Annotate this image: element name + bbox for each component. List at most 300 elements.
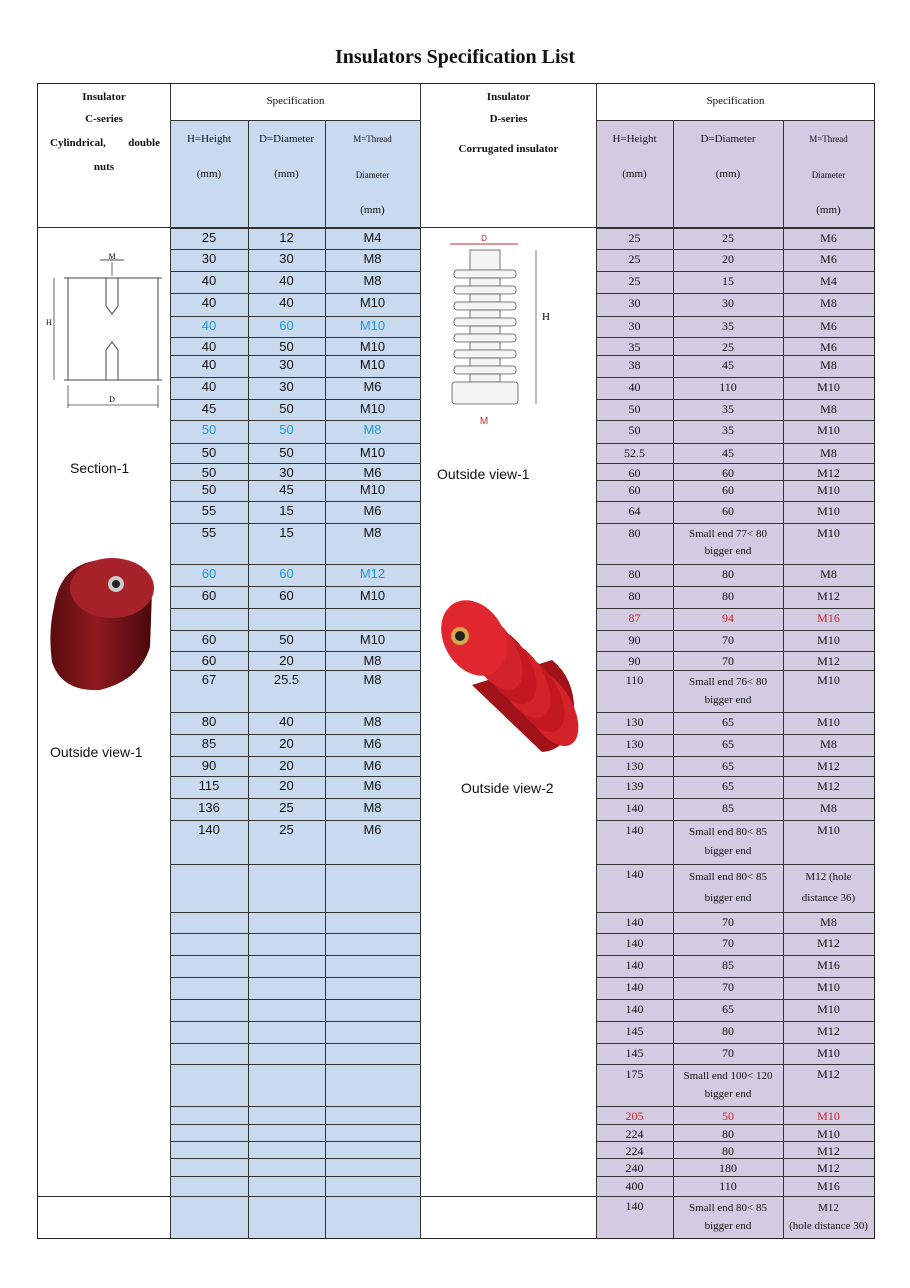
left-cell: 60 [201, 566, 217, 581]
right-cell: M10 [817, 673, 840, 687]
row-divider [170, 377, 420, 378]
left-cell: M6 [363, 465, 382, 480]
right-cell: 175 [625, 1067, 644, 1081]
right-cell: M12 [817, 779, 840, 793]
right-cell: 45 [722, 446, 734, 460]
right-cell: M6 [820, 252, 837, 266]
cylinder-insulator-image [40, 552, 160, 697]
right-cell: M10 [817, 980, 840, 994]
right-cell: 40 [628, 380, 641, 394]
row-divider [170, 271, 420, 272]
right-cell: 65 [722, 779, 734, 793]
right-cell: 70 [722, 1046, 734, 1060]
row-divider [596, 912, 874, 913]
left-cell: 45 [201, 401, 217, 416]
right-cell: 35 [722, 423, 734, 437]
right-cell [673, 867, 783, 909]
left-cell: 25.5 [273, 672, 300, 687]
right-cell: 30 [628, 319, 641, 333]
row-divider [170, 293, 420, 294]
right-cell: 35 [722, 319, 734, 333]
left-cell: 60 [201, 653, 217, 668]
right-cell: M10 [817, 380, 840, 394]
row-divider [596, 501, 874, 502]
left-cell: 60 [279, 318, 294, 333]
left-cell: 55 [201, 525, 217, 540]
right-cell: 80 [722, 1144, 734, 1158]
right-cell: 110 [719, 380, 737, 394]
right-cell: 94 [722, 611, 734, 625]
right-series-title: Insulator [486, 91, 531, 103]
cell-line: Small end 80< 85 [688, 1202, 767, 1214]
right-cell: 180 [719, 1161, 737, 1175]
right-cell [783, 1199, 874, 1235]
right-cell: 64 [628, 504, 641, 518]
row-divider [596, 651, 874, 652]
right-cell: 60 [722, 483, 734, 497]
left-cell: 45 [279, 482, 294, 497]
row-divider [170, 670, 420, 671]
right-cell: 50 [628, 423, 641, 437]
right-cell: M10 [817, 715, 840, 729]
left-cell: M10 [359, 482, 386, 497]
right-cell: 20 [722, 252, 734, 266]
right-cell: M10 [817, 1046, 840, 1060]
left-cell: 55 [201, 503, 217, 518]
right-cell: M8 [820, 567, 837, 581]
right-cell: 80 [722, 567, 734, 581]
row-divider [596, 734, 874, 735]
left-spec-header: Specification [266, 95, 325, 107]
right-cell: M6 [820, 319, 837, 333]
right-cell: 400 [625, 1179, 644, 1193]
right-cell: 38 [628, 358, 641, 372]
right-cell: 45 [722, 358, 734, 372]
cell-line: Small end 80< 85 [688, 826, 767, 838]
row-divider [170, 630, 420, 631]
row-divider [170, 977, 420, 978]
left-cell: 40 [201, 295, 217, 310]
left-series-name: C-series [85, 113, 123, 125]
left-cell: M8 [363, 525, 382, 540]
diagram-h-label: H [46, 318, 52, 327]
cell-line: M12 (hole [805, 871, 852, 883]
left-cell: 20 [279, 778, 294, 793]
right-outside2-caption: Outside view-2 [461, 780, 554, 796]
row-divider [596, 798, 874, 799]
right-cell: 145 [625, 1046, 644, 1060]
right-cell: 87 [628, 611, 641, 625]
row-divider [596, 608, 874, 609]
row-divider [170, 608, 420, 609]
left-cell: 115 [198, 778, 220, 793]
row-divider [596, 820, 874, 821]
left-cell: 15 [279, 525, 294, 540]
row-divider [170, 955, 420, 956]
left-cell: M10 [359, 339, 386, 354]
right-cell: M12 [817, 1144, 840, 1158]
right-cell: M12 [817, 466, 840, 480]
row-divider [596, 1021, 874, 1022]
right-cell: 140 [625, 958, 644, 972]
row-divider [596, 864, 874, 865]
left-cell: 25 [279, 800, 294, 815]
row-divider [170, 420, 420, 421]
right-cell: 80 [628, 526, 641, 540]
right-series-name: D-series [489, 113, 528, 125]
left-outside-caption: Outside view-1 [50, 744, 143, 760]
row-divider [596, 756, 874, 757]
left-cell: 30 [279, 251, 294, 266]
row-divider [596, 120, 874, 121]
right-col-thread-unit: (mm) [816, 204, 841, 216]
row-divider [170, 228, 420, 229]
right-cell: M10 [817, 1109, 840, 1123]
row-divider [596, 933, 874, 934]
left-cell: 30 [201, 251, 217, 266]
right-cell: 140 [625, 801, 644, 815]
left-cell: M6 [363, 503, 382, 518]
right-cell: 140 [625, 936, 644, 950]
left-cell: 40 [201, 357, 217, 372]
right-cell: M10 [817, 423, 840, 437]
right-cell: M8 [820, 737, 837, 751]
row-divider [596, 355, 874, 356]
left-cell: M10 [359, 588, 386, 603]
left-cell: 85 [201, 736, 217, 751]
right-cell: 50 [722, 1109, 734, 1123]
row-divider [596, 712, 874, 713]
row-divider [596, 249, 874, 250]
left-series-title: Insulator [82, 91, 126, 103]
left-series-desc-2: double [128, 137, 160, 149]
left-cell: M8 [363, 273, 382, 288]
left-cell: 60 [201, 588, 217, 603]
row-divider [596, 316, 874, 317]
row-divider [170, 712, 420, 713]
left-cell: M6 [363, 778, 382, 793]
row-divider [596, 523, 874, 524]
right-cell: M12 [817, 1067, 840, 1081]
row-divider [596, 480, 874, 481]
left-cell: 40 [201, 339, 217, 354]
left-cell: 40 [279, 273, 294, 288]
row-divider [170, 249, 420, 250]
left-cell: M10 [359, 318, 386, 333]
left-cell: 50 [279, 339, 294, 354]
left-cell: 40 [279, 714, 294, 729]
right-cell [673, 526, 783, 560]
right-cell [673, 823, 783, 861]
right-cell: M10 [817, 823, 840, 837]
right-cell: 145 [625, 1024, 644, 1038]
right-cell: 130 [625, 737, 644, 751]
cell-line: bigger end [704, 1220, 752, 1232]
cell-line: Small end 77< 80 [688, 528, 767, 540]
left-cell: M10 [359, 295, 386, 310]
cell-line: Small end 100< 120 [683, 1070, 773, 1082]
row-divider [170, 864, 420, 865]
row-divider [170, 776, 420, 777]
right-cell: 140 [625, 915, 644, 929]
left-cell: 25 [279, 822, 294, 837]
right-cell: 85 [722, 801, 734, 815]
right-cell: M8 [820, 358, 837, 372]
left-cell: 30 [279, 379, 294, 394]
right-outside1-caption: Outside view-1 [437, 466, 530, 482]
row-divider [596, 977, 874, 978]
left-cell: 50 [279, 401, 294, 416]
row-divider [170, 480, 420, 481]
row-divider [170, 1176, 420, 1177]
left-cell: 30 [279, 465, 294, 480]
right-cell: 52.5 [624, 446, 645, 460]
left-col-thread-2: Diameter [355, 170, 390, 180]
left-cell: M10 [359, 357, 386, 372]
cell-line: M12 [818, 1202, 839, 1214]
right-cell: M8 [820, 296, 837, 310]
right-cell: 35 [628, 340, 641, 354]
right-cell: 25 [628, 231, 641, 245]
right-cell: 139 [625, 779, 644, 793]
row-divider [170, 1158, 420, 1159]
left-col-thread-unit: (mm) [360, 204, 385, 216]
row-divider [596, 271, 874, 272]
right-cell: 70 [722, 936, 734, 950]
row-divider [170, 1064, 420, 1065]
right-cell [673, 1199, 783, 1235]
left-cell: M6 [363, 736, 382, 751]
section-caption: Section-1 [70, 460, 130, 476]
right-cell: 50 [628, 402, 641, 416]
row-divider [596, 630, 874, 631]
left-cell: 50 [201, 445, 217, 460]
section-diagram [40, 250, 165, 415]
row-divider [170, 1124, 420, 1125]
row-divider [596, 1158, 874, 1159]
row-divider [170, 586, 420, 587]
cell-line: bigger end [704, 694, 752, 706]
left-cell: M6 [363, 379, 382, 394]
svg-text:D: D [481, 234, 487, 243]
right-cell: 240 [625, 1161, 644, 1175]
row-divider [170, 734, 420, 735]
right-cell: 140 [625, 1199, 644, 1213]
row-divider [170, 355, 420, 356]
right-cell: 65 [722, 715, 734, 729]
right-cell: 60 [722, 466, 734, 480]
left-cell: 20 [279, 758, 294, 773]
right-cell: 130 [625, 759, 644, 773]
left-cell: 50 [279, 422, 294, 437]
diagram-d-label: D [109, 395, 115, 404]
row-divider [170, 651, 420, 652]
right-series-desc: Corrugated insulator [458, 143, 559, 155]
cell-line: distance 36) [801, 892, 856, 904]
row-divider [170, 316, 420, 317]
right-col-thread-2: Diameter [811, 170, 846, 180]
left-cell: 15 [279, 503, 294, 518]
row-divider [170, 501, 420, 502]
right-cell: M16 [817, 958, 840, 972]
right-cell: 224 [625, 1127, 644, 1141]
row-divider [170, 1106, 420, 1107]
right-cell: M10 [817, 526, 840, 540]
left-cell: 40 [201, 273, 217, 288]
left-cell: M6 [363, 758, 382, 773]
right-cell: 70 [722, 654, 734, 668]
row-divider [596, 399, 874, 400]
left-cell: 50 [279, 632, 294, 647]
right-cell: 205 [625, 1109, 644, 1123]
cell-line: bigger end [704, 545, 752, 557]
row-divider [596, 999, 874, 1000]
row-divider [596, 1141, 874, 1142]
left-cell: 20 [279, 653, 294, 668]
page-title: Insulators Specification List [334, 46, 576, 68]
left-series-desc-1: Cylindrical, [50, 137, 106, 149]
right-cell: 90 [628, 654, 641, 668]
right-cell: M8 [820, 402, 837, 416]
right-cell: M6 [820, 231, 837, 245]
right-cell: 70 [722, 980, 734, 994]
row-divider [170, 1141, 420, 1142]
left-cell: M8 [363, 653, 382, 668]
right-cell: 110 [625, 673, 644, 687]
right-cell: M10 [817, 1002, 840, 1016]
row-divider [170, 1043, 420, 1044]
right-cell: 60 [628, 466, 641, 480]
row-divider [596, 228, 874, 229]
left-cell: 80 [201, 714, 217, 729]
row-divider [596, 670, 874, 671]
row-divider [596, 564, 874, 565]
right-cell: 25 [722, 231, 734, 245]
left-cell: 25 [201, 230, 217, 245]
left-cell: 136 [198, 800, 220, 815]
row-divider [170, 1021, 420, 1022]
left-cell: M8 [363, 714, 382, 729]
left-cell: 30 [279, 357, 294, 372]
diagram-m-label: M [108, 252, 116, 261]
left-cell: 12 [279, 230, 294, 245]
right-cell: 25 [722, 340, 734, 354]
cell-line: bigger end [704, 845, 752, 857]
cell-line: Small end 80< 85 [688, 871, 767, 883]
right-cell: M12 [817, 1024, 840, 1038]
right-cell: 30 [628, 296, 641, 310]
right-cell: 80 [722, 1024, 734, 1038]
right-spec-header: Specification [706, 95, 765, 107]
left-cell: 50 [201, 465, 217, 480]
left-cell: M8 [363, 251, 382, 266]
left-series-desc-3: nuts [93, 161, 115, 173]
right-col-height-unit: (mm) [622, 168, 647, 180]
left-cell: 90 [201, 758, 217, 773]
left-cell: 40 [201, 318, 217, 333]
right-col-height: H=Height [612, 133, 657, 145]
right-cell: 90 [628, 633, 641, 647]
row-divider [596, 293, 874, 294]
cell-line: bigger end [704, 1088, 752, 1100]
right-cell: 15 [722, 274, 734, 288]
row-divider [596, 1124, 874, 1125]
right-cell: 80 [628, 589, 641, 603]
right-cell: M10 [817, 483, 840, 497]
left-cell: 40 [201, 379, 217, 394]
row-divider [170, 463, 420, 464]
row-divider [596, 776, 874, 777]
right-cell: M16 [817, 1179, 840, 1193]
left-cell: 60 [279, 588, 294, 603]
left-cell: 60 [201, 632, 217, 647]
right-cell: 30 [722, 296, 734, 310]
right-col-diameter-unit: (mm) [715, 168, 741, 180]
row-divider [170, 798, 420, 799]
right-cell: 25 [628, 274, 641, 288]
row-divider [170, 912, 420, 913]
right-cell: M12 [817, 759, 840, 773]
row-divider [596, 955, 874, 956]
right-cell [673, 673, 783, 709]
right-cell: M6 [820, 340, 837, 354]
right-cell: M10 [817, 633, 840, 647]
right-cell: M8 [820, 446, 837, 460]
right-cell: 60 [722, 504, 734, 518]
left-cell: 50 [201, 482, 217, 497]
left-cell: M8 [363, 422, 382, 437]
row-divider [596, 377, 874, 378]
left-cell: M8 [363, 672, 382, 687]
right-cell: 140 [625, 1002, 644, 1016]
left-cell: M4 [363, 230, 382, 245]
row-divider [170, 523, 420, 524]
right-cell: M4 [820, 274, 837, 288]
left-cell: 20 [279, 736, 294, 751]
left-cell: 40 [279, 295, 294, 310]
right-cell: 70 [722, 915, 734, 929]
right-cell: 60 [628, 483, 641, 497]
row-divider [170, 443, 420, 444]
row-divider [596, 420, 874, 421]
right-cell: 140 [625, 823, 644, 837]
right-cell: M12 [817, 654, 840, 668]
row-divider [170, 999, 420, 1000]
row-divider [170, 820, 420, 821]
right-cell: 224 [625, 1144, 644, 1158]
row-divider [596, 443, 874, 444]
corrugated-diagram [440, 232, 580, 430]
diagram-h2-label: H [542, 311, 550, 323]
right-cell: M12 [817, 936, 840, 950]
right-cell: 65 [722, 759, 734, 773]
left-cell: 60 [279, 566, 294, 581]
row-divider [596, 1196, 874, 1197]
left-cell: 67 [201, 672, 217, 687]
right-cell: 140 [625, 980, 644, 994]
left-cell: M6 [363, 822, 382, 837]
right-cell [783, 867, 874, 909]
cell-line: bigger end [704, 892, 752, 904]
row-divider [596, 586, 874, 587]
right-cell: 65 [722, 1002, 734, 1016]
cell-line: Small end 76< 80 [688, 676, 767, 688]
right-cell: M12 [817, 589, 840, 603]
left-col-diameter-unit: (mm) [274, 168, 299, 180]
right-cell: 85 [722, 958, 734, 972]
right-col-diameter: D=Diameter [700, 133, 756, 145]
right-cell: M12 [817, 1161, 840, 1175]
